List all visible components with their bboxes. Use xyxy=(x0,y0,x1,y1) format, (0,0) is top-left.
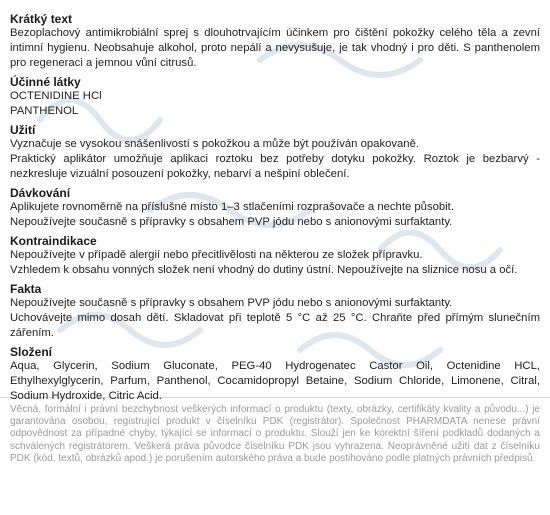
section-title: Fakta xyxy=(10,282,42,296)
section-paragraph: Nepoužívejte současně s přípravky s obsahem PVP jódu nebo s anionovými surfaktanty. xyxy=(10,297,453,309)
section-title: Kontraindikace xyxy=(10,234,97,248)
ingredient-item: OCTENIDINE HCl xyxy=(10,90,102,102)
section-title: Dávkování xyxy=(10,186,71,200)
section-usage xyxy=(10,123,540,182)
section-paragraph: Uchovávejte mimo dosah dětí. Skladovat při teplotě 5 °C až 25 °C. Chraňte před přímým slunečním zářením. xyxy=(10,312,540,339)
section-body: Bezoplachový antimikrobiální sprej s dlouhotrvajícím účinkem pro čištění pokožky celého těla a zevní intimní hygienu. Neobsahuje alkohol, proto nepálí a nevysušuje, je tak vhodný i pro děti. S panthenolem pro regeneraci a jemnou vůní citrusů. xyxy=(10,27,540,69)
section-short-text xyxy=(10,12,540,71)
section-dosage xyxy=(10,186,540,230)
section-facts xyxy=(10,282,540,341)
section-title: Účinné látky xyxy=(10,75,81,89)
section-paragraph: Praktický aplikátor umožňuje aplikaci roztoku bez potřeby dotyku pokožky. Roztok je bezbarvý - nezkresluje vizuální posouzení pokožky, nebarví a nešpiní oblečení. xyxy=(10,153,540,180)
legal-disclaimer: Věcná, formální i právní bezchybnost veškerých informací o produktu (texty, obrázky, certifikáty kvality a původu...) je garantována osobou, registrující produkt v číselníku PDK (registrátor). Společnost PHARMDATA nenese právní odpovědnost za případné chyby, týkající se informací o produktu. Slouží jen ke korektní šíření podkladů dodaných a schválených registrátorem. Veškerá práva původce číselníku PDK jsou vyhrazena. Neoprávněné užití dat z číselníku PDK (kód, textů, obrázků apod.) je porušením autorského práva a bude postihováno podle platných právních předpisů. xyxy=(0,397,550,515)
section-title: Užití xyxy=(10,123,36,137)
section-paragraph: Aplikujete rovnoměrně na příslušné místo 1–3 stlačeními rozprašovače a nechte působit. xyxy=(10,201,454,213)
section-title: Krátký text xyxy=(10,12,73,26)
section-paragraph: Vyznačuje se vysokou snášenlivostí s pokožkou a může být používán opakovaně. xyxy=(10,138,420,150)
section-paragraph: Nepoužívejte současně s přípravky s obsahem PVP jódu nebo s anionovými surfaktanty. xyxy=(10,216,453,228)
section-paragraph: Nepoužívejte v případě alergií nebo přecitlivělosti na některou ze složek přípravku. xyxy=(10,249,423,261)
section-contraindications xyxy=(10,234,540,278)
section-title: Složení xyxy=(10,345,53,359)
section-body: Aqua, Glycerin, Sodium Gluconate, PEG-40 Hydrogenatec Castor Oil, Octenidine HCL, Ethylhexylglycerin, Parfum, Panthenol, Cocamidopropyl Betaine, Sodium Chloride, Limonene, Citral, Sodium Hydroxide, Citric Acid. xyxy=(10,360,540,402)
section-composition xyxy=(10,345,540,404)
ingredient-item: PANTHENOL xyxy=(10,105,79,117)
section-active-ingredients xyxy=(10,75,540,119)
section-paragraph: Vzhledem k obsahu vonných složek není vhodný do dutiny ústní. Nepoužívejte na sliznice nosu a očí. xyxy=(10,264,518,276)
